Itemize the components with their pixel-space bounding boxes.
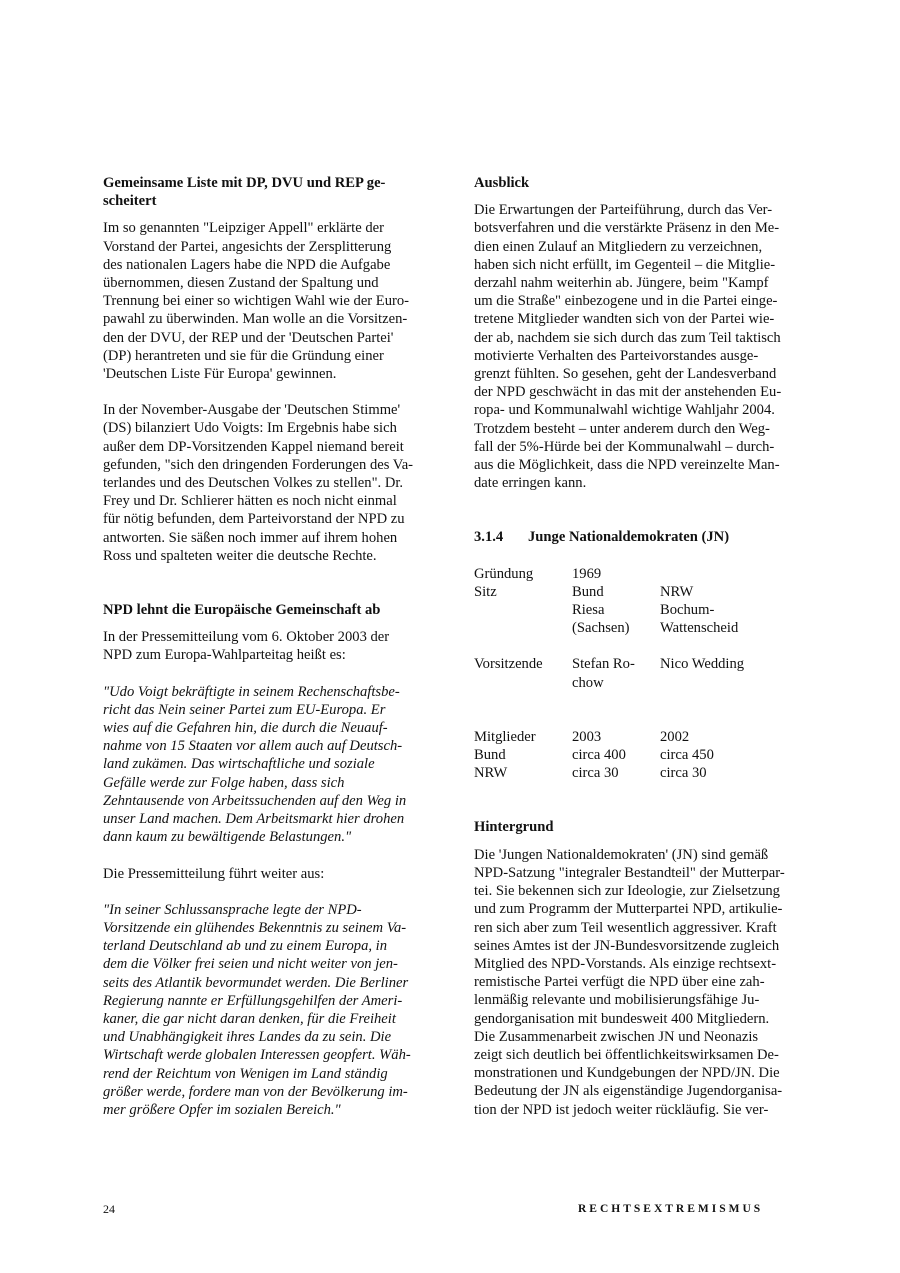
quote-rechenschaftsbericht: "Udo Voigt bekräftigte in seinem Rechenschaftsbe- richt das Nein seiner Partei zum EU-Europa. Er wies auf die Gefahren hin, die durch die Neuauf- nahme von 15 Staaten vor allem auch auf Deutsch- land zukämen. Das wirtschaftliche und soziale Gefälle werde zur Folge haben, dass sich Zehntausende von Arbeitssuchenden auf den Weg in unser Land machen. Dem Arbeitsmarkt hier drohen dann kaum zu bewältigende Belastungen." bbox=[103, 683, 407, 846]
table-row: Sitz Bund Riesa (Sachsen) NRW Bochum- Wattenscheid bbox=[474, 583, 739, 637]
paragraph-hintergrund: Die 'Jungen Nationaldemokraten' (JN) sind gemäß NPD-Satzung "integraler Bestandteil" der Mutterpar- tei. Sie bekennen sich zur Ideologie, zur Zielsetzung und zum Programm der Mutterpartei NPD, artikulie- ren sich aber zum Teil wesentlich aggressiver. Kraft seines Amtes ist der JN-Bundesvorsitzende zugleich Mitglied des NPD-Vorstands. Als einzige rechtsext- remistische Partei verfügt die NPD über eine zah- lenmäßig relevante und mobilisierungsfähige Ju- gendorganisation mit bundesweit 400 Mitgliedern. Die Zusammenarbeit zwischen JN und Neonazis zeigt sich deutlich bei öffentlichkeitswirksamen De- monstrationen und Kundgebungen der NPD/JN. Die Bedeutung der JN als eigenständige Jugendorganisa- tion der NPD ist jedoch weiter rückläufig. Sie ver- bbox=[474, 846, 785, 1118]
quote-schlussansprache: "In seiner Schlussansprache legte der NPD- Vorsitzende ein glühendes Bekenntnis zu seinem Va- terland Deutschland ab und zu einem Europa, in dem die Völker frei seien und nicht weiter von jen- seits des Atlantik bevormundet werden. Die Berliner Regierung nannte er Erfüllungsgehilfen der Ameri- kaner, die gar nicht daran denken, für die Freiheit und Unabhängigkeit ihres Landes da zu sein. Die Wirtschaft werde globalen Interessen geopfert. Wäh- rend der Reichtum von Wenigen im Land ständig größer werde, fordere man von der Bevölkerung im- mer größere Opfer im sozialen Bereich." bbox=[103, 901, 411, 1118]
table-row: Mitglieder Bund NRW 2003 circa 400 circa 30 2002 circa 450 circa 30 bbox=[474, 728, 714, 782]
paragraph-deutsche-stimme: In der November-Ausgabe der 'Deutschen Stimme' (DS) bilanziert Udo Voigts: Im Ergebnis habe sich außer dem DP-Vorsitzenden Kappel niemand bereit gefunden, "sich den dringenden Forderungen des Va- terlandes und des Deutschen Volkes zu stellen". Dr. Frey und Dr. Schlierer hätten es noch nicht einmal für nötig befunden, dem Parteivorstand der NPD zu antworten. Sie säßen noch immer auf ihrem hohen Ross und spalteten weiter die deutsche Rechte. bbox=[103, 402, 414, 564]
jn-facts-table bbox=[474, 565, 790, 783]
section-title: Junge Nationaldemokraten (JN) bbox=[528, 529, 730, 546]
heading-gemeinsame-liste: Gemeinsame Liste mit DP, DVU und REP ge- scheitert bbox=[103, 175, 386, 210]
right-column bbox=[474, 174, 794, 1119]
paragraph-ausblick: Die Erwartungen der Parteiführung, durch das Ver- botsverfahren und die verstärkte Präsenz in den Me- dien einen Zulauf an Mitgliedern zu verzeichnen, haben sich nicht erfüllt, im Gegenteil – die Mitglie- derzahl nahm weiterhin ab. Jüngere, beim "Kampf um die Straße" einbezogene und in die Partei einge- tretene Mitglieder wandten sich von der Partei wie- der ab, nachdem sie sich durch das zum Teil taktisch motivierte Verhalten des Parteivorstandes ausge- grenzt fühlten. So gesehen, geht der Landesverband der NPD geschwächt in das mit der anstehenden Eu- ropa- und Kommunalwahl wichtige Wahljahr 2004. Trotzdem besteht – unter anderem durch den Weg- fall der 5%-Hürde bei der Kommunalwahl – durch- aus die Möglichkeit, dass die NPD vereinzelte Man- date erringen kann. bbox=[474, 202, 782, 492]
paragraph-pressemitteilung: In der Pressemitteilung vom 6. Oktober 2003 der NPD zum Europa-Wahlparteitag heißt es: bbox=[103, 629, 390, 664]
heading-eu-ablehnung: NPD lehnt die Europäische Gemeinschaft ab bbox=[103, 602, 381, 619]
running-title: RECHTSEXTREMISMUS bbox=[578, 1203, 764, 1215]
table-row: Gründung 1969 bbox=[474, 565, 602, 582]
paragraph-leipziger-appell: Im so genannten "Leipziger Appell" erklärte der Vorstand der Partei, angesichts der Zersplitterung des nationalen Lagers habe die NPD die Aufgabe übernommen, diesen Zustand der Spaltung und Trennung bei einer so wichtigen Wahl wie der Euro- pawahl zu überwinden. Man wolle an die Vorsitzen- den der DVU, der REP und der 'Deutschen Partei' (DP) herantreten und sie für die Gründung einer 'Deutschen Liste Für Europa' gewinnen. bbox=[103, 220, 410, 383]
section-heading-jn bbox=[474, 528, 794, 546]
paragraph-weiter: Die Pressemitteilung führt weiter aus: bbox=[103, 865, 325, 882]
table-row: Vorsitzende Stefan Ro- chow Nico Wedding bbox=[474, 656, 745, 691]
left-column bbox=[103, 174, 425, 1119]
section-number: 3.1.4 bbox=[474, 529, 504, 546]
heading-ausblick: Ausblick bbox=[474, 175, 530, 191]
page-number: 24 bbox=[103, 1202, 115, 1216]
heading-hintergrund: Hintergrund bbox=[474, 819, 554, 836]
